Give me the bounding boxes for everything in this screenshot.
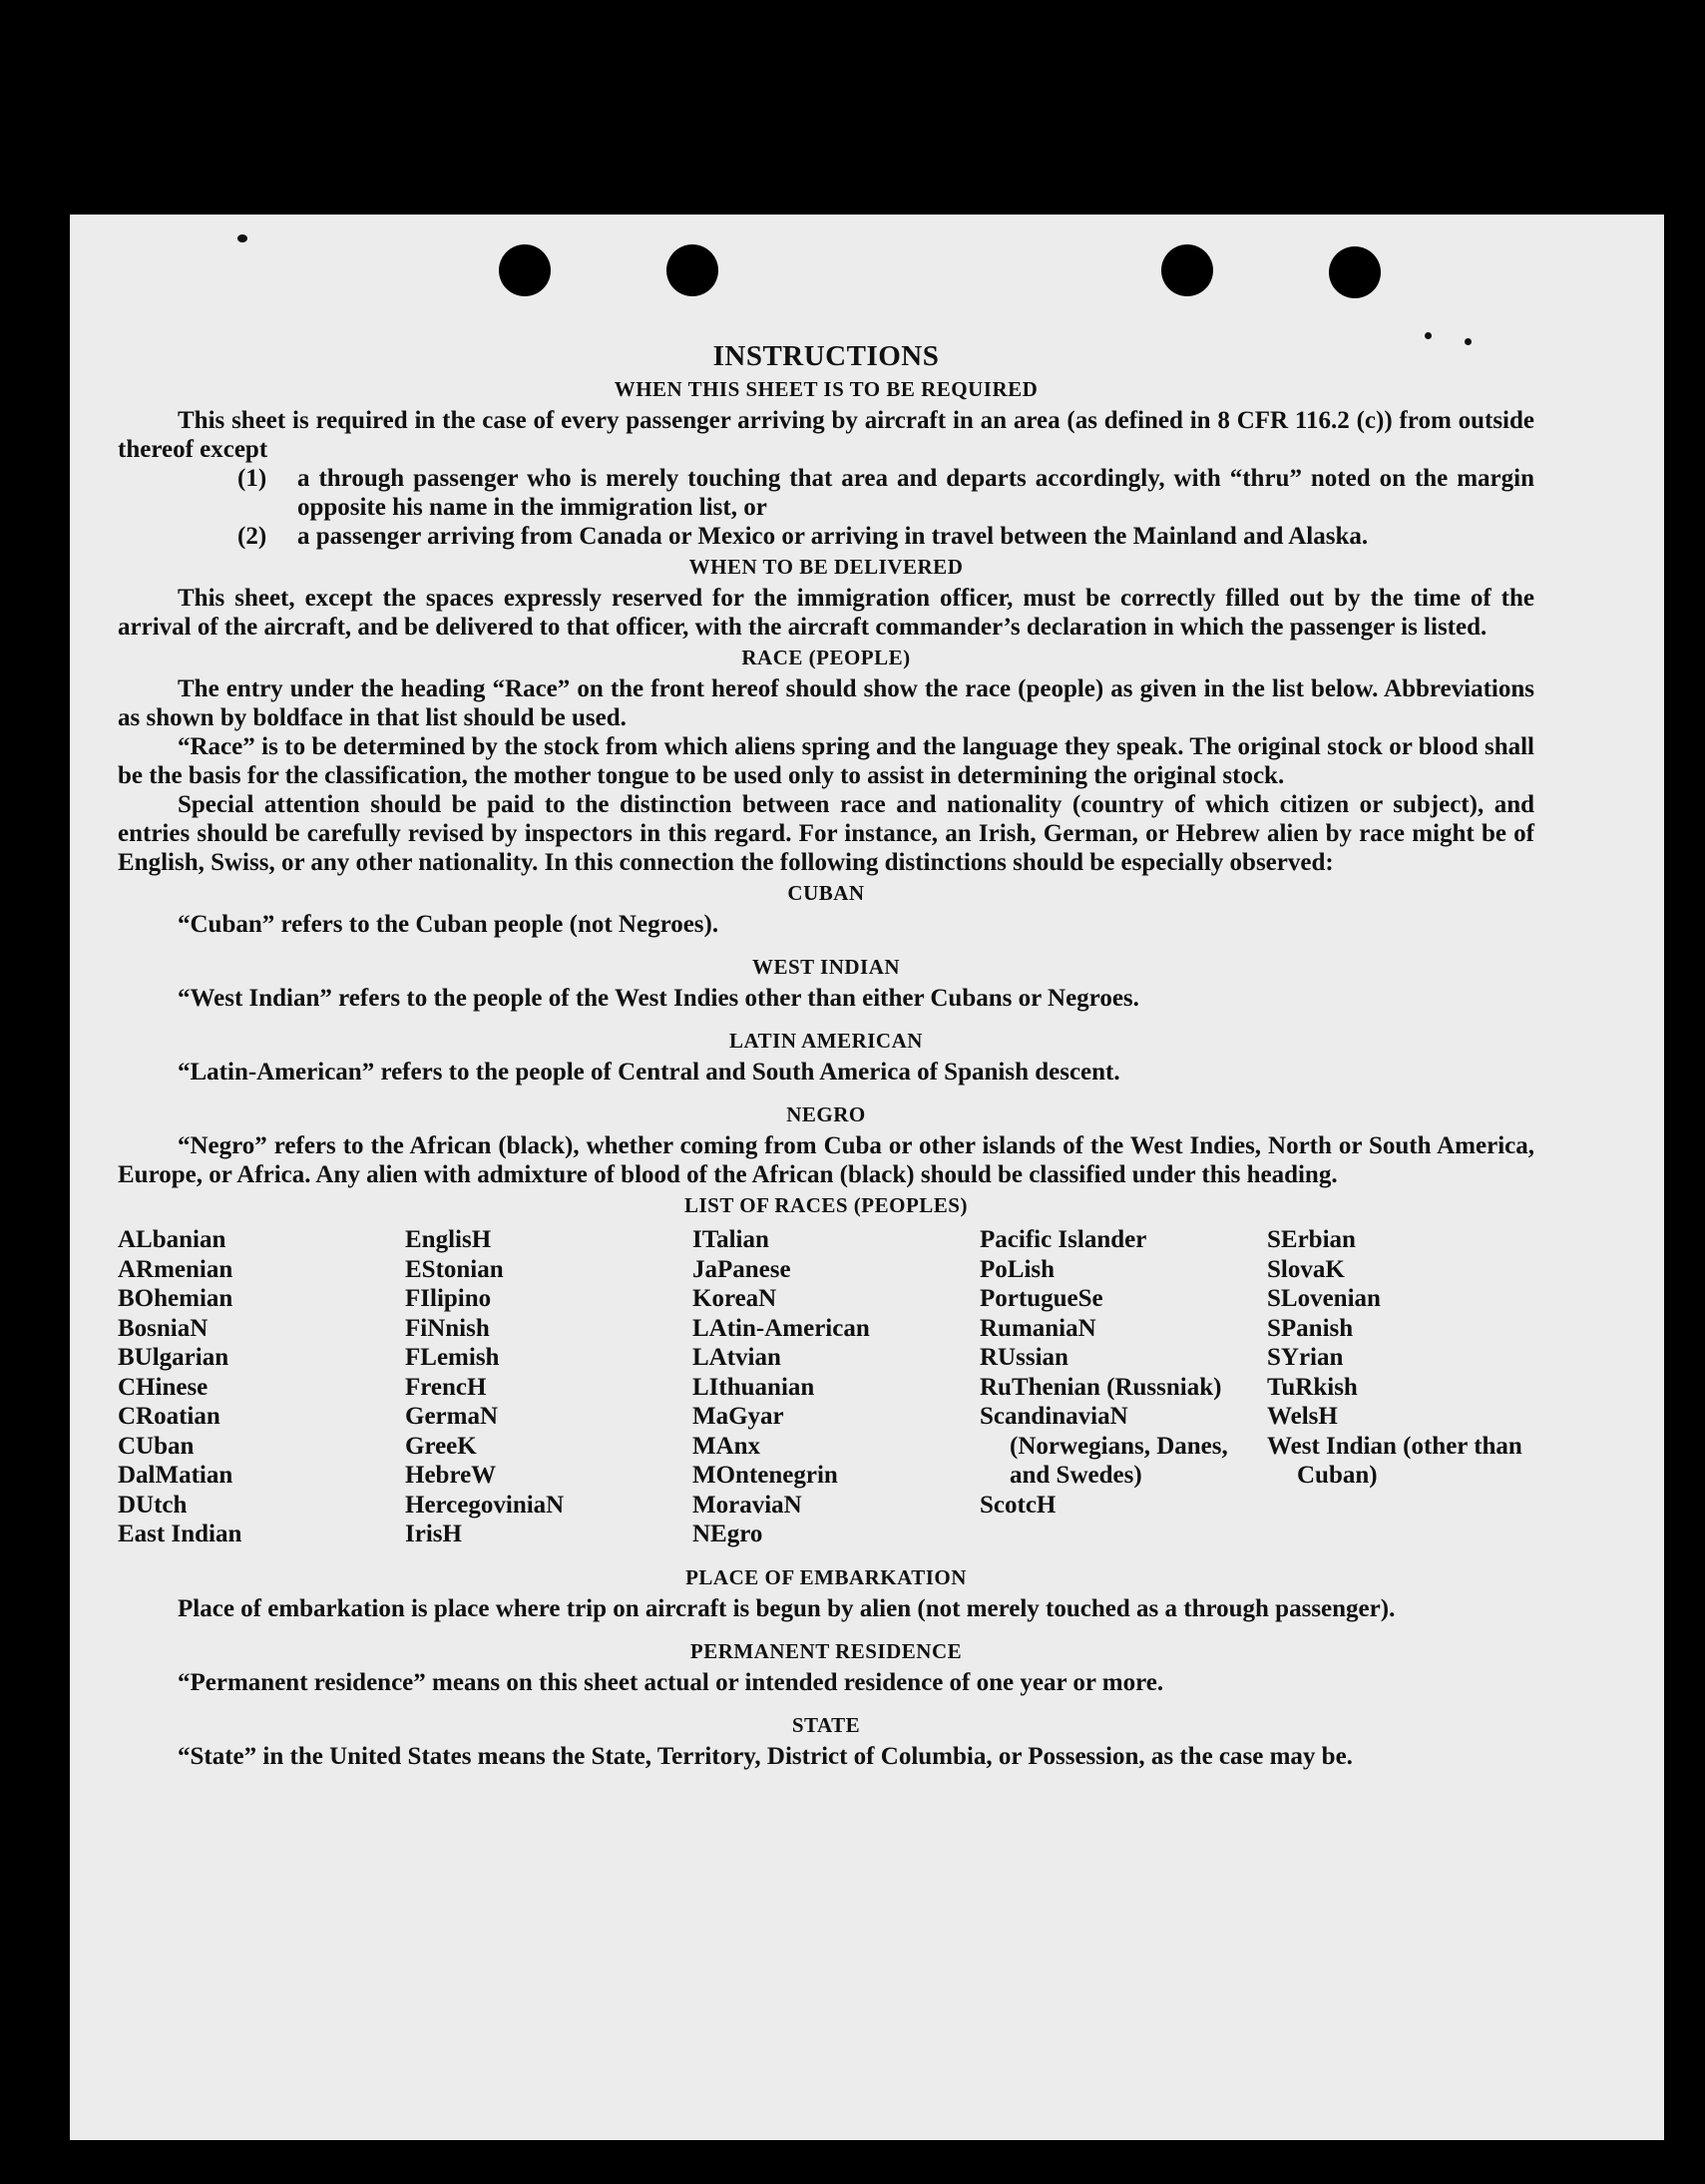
race-entry: MAnx xyxy=(692,1432,761,1460)
when-required-intro: This sheet is required in the case of every passenger arriving by aircraft in an area (as defined in 8 CFR 116.2 (c)) from outside thereof except xyxy=(118,407,1534,463)
page-title: INSTRUCTIONS xyxy=(712,340,940,372)
when-delivered-text: This sheet, except the spaces expressly reserved for the immigration officer, must be correctly filled out by the time of the arrival of the aircraft, and be delivered to that officer, with the aircraft commander’s declaration in which the passenger is listed. xyxy=(118,585,1534,641)
race-entry: LAtvian xyxy=(692,1344,781,1371)
race-entry: TuRkish xyxy=(1267,1373,1358,1401)
race-entry: RumaniaN xyxy=(980,1314,1096,1342)
exception-text: a through passenger who is merely touching that area and departs accordingly, with “thru” noted on the margin opposite his name in the immigration list, or xyxy=(297,465,1534,521)
heading-latin-american: LATIN AMERICAN xyxy=(729,1029,923,1053)
race-paragraph-2: “Race” is to be determined by the stock from which aliens spring and the language they speak. The original stock or blood shall be the basis for the classification, the mother tongue to be used only to assist in determining the original stock. xyxy=(118,733,1534,789)
heading-negro: NEGRO xyxy=(786,1102,866,1126)
race-entry: ALbanian xyxy=(118,1226,226,1253)
race-entry: PortugueSe xyxy=(980,1285,1103,1312)
heading-cuban: CUBAN xyxy=(787,881,865,905)
cuban-text: “Cuban” refers to the Cuban people (not Negroes). xyxy=(178,911,719,938)
heading-when-required: WHEN THIS SHEET IS TO BE REQUIRED xyxy=(614,377,1039,401)
race-entry: Pacific Islander xyxy=(980,1226,1147,1253)
race-entry: MOntenegrin xyxy=(692,1462,838,1489)
race-entry: WelsH xyxy=(1267,1403,1338,1430)
race-entry: LAtin-American xyxy=(692,1314,870,1342)
race-entry: DUtch xyxy=(118,1491,188,1519)
races-column xyxy=(405,1225,692,1549)
race-entry: SPanish xyxy=(1267,1314,1354,1342)
race-entry: DalMatian xyxy=(118,1462,233,1489)
races-column xyxy=(692,1225,980,1549)
race-entry: CHinese xyxy=(118,1373,209,1401)
heading-when-delivered: WHEN TO BE DELIVERED xyxy=(688,555,964,579)
paper-speck xyxy=(237,234,247,242)
permanent-residence-text: “Permanent residence” means on this sheet actual or intended residence of one year or more. xyxy=(178,1668,1164,1696)
race-entry: HebreW xyxy=(405,1462,497,1489)
race-entry: ScandinaviaN (Norwegians, Danes, and Swedes) xyxy=(980,1403,1228,1489)
punch-hole xyxy=(1161,244,1213,296)
exception-item xyxy=(237,464,1534,522)
race-paragraph-1: The entry under the heading “Race” on the front hereof should show the race (people) as given in the list below. Abbreviations as shown by boldface in that list should be used. xyxy=(118,675,1534,731)
exception-number: (2) xyxy=(237,523,267,550)
punch-hole xyxy=(499,244,551,296)
race-entry: SYrian xyxy=(1267,1344,1344,1371)
race-entry: FiNnish xyxy=(405,1314,490,1342)
exception-item xyxy=(237,522,1534,551)
race-entry: MoraviaN xyxy=(692,1491,802,1519)
race-entry: NEgro xyxy=(692,1521,763,1547)
punch-hole xyxy=(1329,246,1381,298)
punch-hole xyxy=(666,244,718,296)
race-entry: CUban xyxy=(118,1432,195,1460)
latin-american-text: “Latin-American” refers to the people of Central and South America of Spanish descent. xyxy=(178,1059,1120,1086)
race-entry: RUssian xyxy=(980,1344,1068,1371)
heading-west-indian: WEST INDIAN xyxy=(751,955,901,979)
race-entry: East Indian xyxy=(118,1521,242,1547)
heading-race: RACE (PEOPLE) xyxy=(741,646,911,669)
race-entry: BUlgarian xyxy=(118,1344,229,1371)
negro-text: “Negro” refers to the African (black), whether coming from Cuba or other islands of the West Indies, North or South America, Europe, or Africa. Any alien with admixture of blood of the African (black) should be classified under this heading. xyxy=(118,1132,1534,1188)
races-column xyxy=(980,1225,1267,1549)
races-column xyxy=(1267,1225,1554,1549)
races-column xyxy=(118,1225,405,1549)
race-entry: ITalian xyxy=(692,1226,769,1253)
state-text: “State” in the United States means the State, Territory, District of Columbia, or Possession, as the case may be. xyxy=(178,1742,1353,1770)
race-entry: GreeK xyxy=(405,1432,477,1460)
race-entry: IrisH xyxy=(405,1521,462,1547)
race-entry: MaGyar xyxy=(692,1403,784,1430)
race-entry: EnglisH xyxy=(405,1226,492,1253)
exception-number: (1) xyxy=(237,465,267,492)
race-entry: SLovenian xyxy=(1267,1285,1381,1312)
heading-embarkation: PLACE OF EMBARKATION xyxy=(685,1564,967,1589)
race-entry: BosniaN xyxy=(118,1314,209,1342)
instructions-content xyxy=(118,339,1534,1781)
race-entry: CRoatian xyxy=(118,1403,220,1430)
heading-permanent-residence: PERMANENT RESIDENCE xyxy=(689,1638,963,1663)
race-entry: FLemish xyxy=(405,1344,500,1371)
race-entry: SlovaK xyxy=(1267,1255,1345,1283)
race-entry: JaPanese xyxy=(692,1255,791,1283)
race-entry: LIthuanian xyxy=(692,1373,815,1401)
race-entry: KoreaN xyxy=(692,1285,777,1312)
race-entry: ARmenian xyxy=(118,1255,233,1283)
race-entry: SErbian xyxy=(1267,1226,1356,1253)
west-indian-text: “West Indian” refers to the people of the West Indies other than either Cubans or Negroes. xyxy=(178,985,1139,1012)
race-entry: West Indian (other than Cuban) xyxy=(1267,1432,1522,1489)
race-entry: EStonian xyxy=(405,1255,504,1283)
race-entry: HercegoviniaN xyxy=(405,1491,565,1519)
race-entry: GermaN xyxy=(405,1403,499,1430)
document-page xyxy=(70,215,1664,2140)
race-paragraph-3: Special attention should be paid to the distinction between race and nationality (country of which citizen or subject), and entries should be carefully revised by inspectors in this regard. For instance, an Irish, German, or Hebrew alien by race might be of English, Swiss, or any other nationality. In this connection the following distinctions should be especially observed: xyxy=(118,791,1534,876)
races-list xyxy=(118,1225,1534,1549)
race-entry: BOhemian xyxy=(118,1285,233,1312)
heading-state: STATE xyxy=(791,1712,861,1737)
race-entry: FIlipino xyxy=(405,1285,492,1312)
race-entry: RuThenian (Russniak) xyxy=(980,1373,1222,1401)
paper-speck xyxy=(1425,332,1432,339)
race-entry: FrencH xyxy=(405,1373,487,1401)
race-entry: PoLish xyxy=(980,1255,1056,1283)
race-entry: ScotcH xyxy=(980,1491,1057,1519)
embarkation-text: Place of embarkation is place where trip on aircraft is begun by alien (not merely touched as a through passenger). xyxy=(178,1594,1396,1622)
exception-text: a passenger arriving from Canada or Mexico or arriving in travel between the Mainland and Alaska. xyxy=(297,523,1369,550)
heading-list-of-races: LIST OF RACES (PEOPLES) xyxy=(684,1193,968,1217)
